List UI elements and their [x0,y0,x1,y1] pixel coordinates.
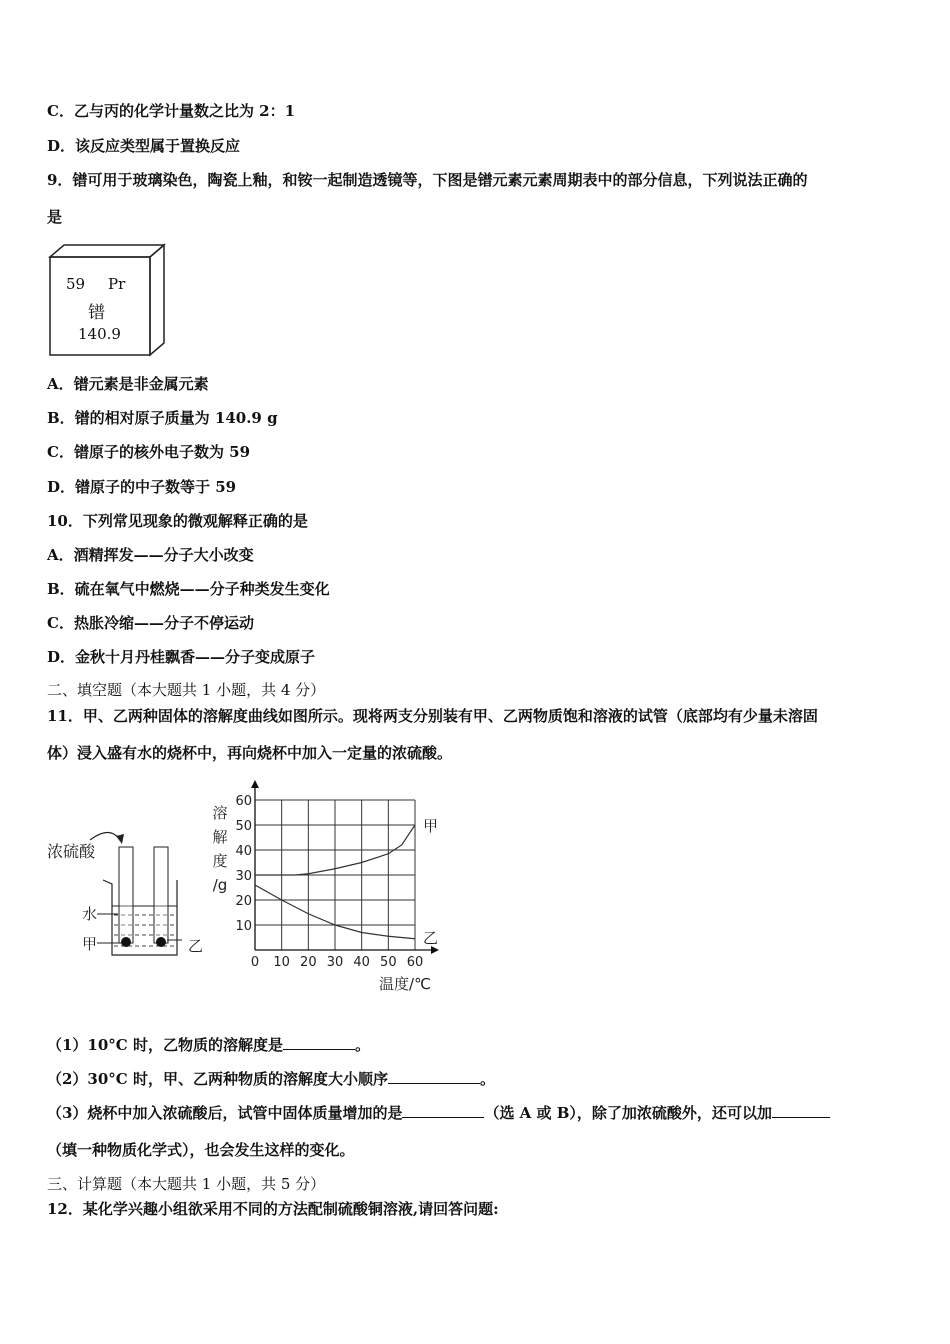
answer-blank-3[interactable] [402,1103,484,1118]
q11-sub1-text: （1）10°C 时，乙物质的溶解度是 [47,1036,283,1054]
tube-b-label: 乙 [188,937,204,955]
x-axis-label: 温度/℃ [379,975,431,993]
solid-a [121,937,131,947]
y-tick-label: 10 [235,919,252,934]
q9-stem: 9．镨可用于玻璃染色，陶瓷上釉，和铵一起制造透镜等，下图是镨元素元素周期表中的部分信息，下列说法正确的 [47,171,808,189]
q11-sub3 [47,1103,830,1123]
y-axis-label: 解 [212,828,228,846]
q9-stem-cont: 是 [47,208,63,226]
x-tick-label: 30 [326,955,344,970]
y-axis-arrow [251,780,259,788]
y-tick-label: 30 [235,869,252,884]
y-tick-label: 40 [235,844,252,859]
q10-option-d: D．金秋十月丹桂飘香——分子变成原子 [47,648,316,666]
q11-sub2-end: 。 [479,1070,495,1088]
q9-option-d: D．镨原子的中子数等于 59 [47,478,237,496]
q12-stem: 12．某化学兴趣小组欲采用不同的方法配制硫酸铜溶液,请回答问题: [47,1200,499,1218]
solubility-chart [200,770,460,1000]
series-label: 甲 [423,817,439,835]
y-tick-label: 50 [235,819,252,834]
y-axis-label: /g [212,876,228,894]
q11-sub2 [47,1069,495,1089]
element-symbol: Pr [108,275,126,293]
q11-stem-cont: 体）浸入盛有水的烧杯中，再向烧杯中加入一定量的浓硫酸。 [47,744,453,762]
q9-option-a: A．镨元素是非金属元素 [47,375,209,393]
y-axis-label: 度 [212,852,228,870]
water-label: 水 [82,905,98,923]
x-tick-label: 20 [300,955,317,970]
q8-option-d: D．该反应类型属于置换反应 [47,137,241,155]
q11-sub3-cont: （填一种物质化学式），也会发生这样的变化。 [47,1141,355,1159]
q10-option-b: B．硫在氧气中燃烧——分子种类发生变化 [47,580,330,598]
answer-blank-1[interactable] [283,1035,355,1050]
atomic-mass: 140.9 [78,325,121,343]
q11-sub3-text: （3）烧杯中加入浓硫酸后，试管中固体质量增加的是 [47,1104,403,1122]
y-tick-label: 20 [235,894,252,909]
x-tick-label: 0 [250,955,260,970]
q11-sub3-text-2: （选 A 或 B），除了加浓硫酸外，还可以加 [484,1104,772,1122]
q9-option-c: C．镨原子的核外电子数为 59 [47,443,251,461]
tube-a-label: 甲 [82,935,98,953]
q10-option-a: A．酒精挥发——分子大小改变 [47,546,254,564]
element-name: 镨 [88,303,105,323]
q11-sub1 [47,1035,370,1055]
q10-stem: 10．下列常见现象的微观解释正确的是 [47,512,308,530]
x-tick-label: 10 [273,955,290,970]
answer-blank-2[interactable] [388,1069,480,1084]
x-tick-label: 50 [380,955,397,970]
atomic-number: 59 [66,275,86,293]
x-axis-arrow [431,946,439,954]
section-3-heading: 三、计算题（本大题共 1 小题，共 5 分） [47,1175,326,1193]
q11-stem: 11．甲、乙两种固体的溶解度曲线如图所示。现将两支分别装有甲、乙两物质饱和溶液的试管（底部均有少量未溶固 [47,707,818,725]
beaker-diagram [40,770,210,1000]
q8-option-c: C．乙与丙的化学计量数之比为 2：1 [47,102,296,120]
q11-sub1-end: 。 [354,1036,370,1054]
acid-label: 浓硫酸 [47,842,96,861]
section-2-heading: 二、填空题（本大题共 1 小题，共 4 分） [47,681,326,699]
q10-option-c: C．热胀冷缩——分子不停运动 [47,614,254,632]
q11-sub2-text: （2）30°C 时，甲、乙两种物质的溶解度大小顺序 [47,1070,388,1088]
element-card-praseodymium [48,243,166,357]
y-axis-label: 溶 [212,804,228,822]
y-tick-label: 60 [235,794,252,809]
solid-b [156,937,166,947]
answer-blank-4[interactable] [772,1103,830,1118]
q9-option-b: B．镨的相对原子质量为 140.9 g [47,409,278,427]
x-tick-label: 40 [353,955,370,970]
x-tick-label: 60 [406,955,424,970]
series-label: 乙 [423,928,439,947]
